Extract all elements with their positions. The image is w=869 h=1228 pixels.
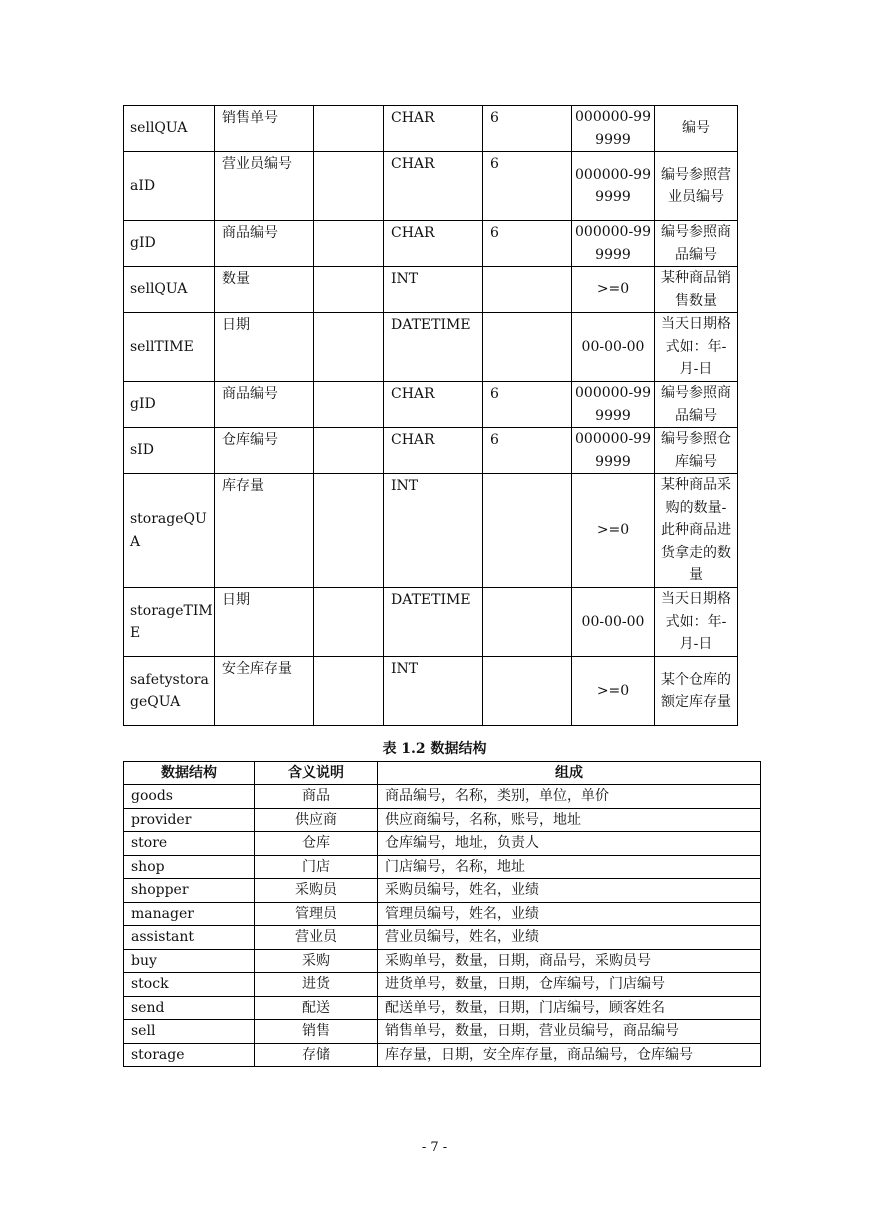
field-note: 编号 bbox=[655, 106, 738, 152]
structure-composition: 仓库编号，地址，负责人 bbox=[378, 832, 761, 856]
table-row bbox=[124, 267, 738, 313]
field-type: CHAR bbox=[384, 152, 483, 221]
structure-meaning: 供应商 bbox=[255, 808, 378, 832]
table-row bbox=[124, 973, 761, 997]
field-definition-body bbox=[124, 106, 738, 726]
field-description: 商品编号 bbox=[215, 221, 314, 267]
field-note: 当天日期格式如：年-月-日 bbox=[655, 313, 738, 382]
header-meaning: 含义说明 bbox=[255, 762, 378, 785]
field-blank bbox=[314, 428, 384, 474]
field-name: safetystorageQUA bbox=[124, 657, 215, 726]
header-row bbox=[124, 762, 761, 785]
structure-name: provider bbox=[124, 808, 255, 832]
table-row bbox=[124, 313, 738, 382]
structure-composition: 销售单号，数量，日期，营业员编号，商品编号 bbox=[378, 1020, 761, 1044]
field-range: 000000-999999 bbox=[572, 106, 655, 152]
field-note: 编号参照商品编号 bbox=[655, 382, 738, 428]
field-type: DATETIME bbox=[384, 588, 483, 657]
structure-name: storage bbox=[124, 1043, 255, 1067]
field-range: 000000-999999 bbox=[572, 382, 655, 428]
structure-meaning: 商品 bbox=[255, 785, 378, 809]
structure-meaning: 配送 bbox=[255, 996, 378, 1020]
field-blank bbox=[314, 382, 384, 428]
field-type: CHAR bbox=[384, 382, 483, 428]
field-type: CHAR bbox=[384, 106, 483, 152]
structure-composition: 门店编号，名称，地址 bbox=[378, 855, 761, 879]
structure-meaning: 进货 bbox=[255, 973, 378, 997]
structure-composition: 配送单号，数量，日期，门店编号，顾客姓名 bbox=[378, 996, 761, 1020]
field-note: 当天日期格式如：年-月-日 bbox=[655, 588, 738, 657]
table-row bbox=[124, 221, 738, 267]
field-description: 日期 bbox=[215, 313, 314, 382]
field-blank bbox=[314, 474, 384, 588]
structure-name: stock bbox=[124, 973, 255, 997]
field-note: 某种商品采购的数量-此种商品进货拿走的数量 bbox=[655, 474, 738, 588]
field-name: storageQUA bbox=[124, 474, 215, 588]
header-structure: 数据结构 bbox=[124, 762, 255, 785]
field-name: sellQUA bbox=[124, 267, 215, 313]
field-range: 000000-999999 bbox=[572, 428, 655, 474]
table-row bbox=[124, 949, 761, 973]
field-length bbox=[483, 313, 572, 382]
field-blank bbox=[314, 267, 384, 313]
field-description: 营业员编号 bbox=[215, 152, 314, 221]
field-description: 库存量 bbox=[215, 474, 314, 588]
structure-meaning: 存储 bbox=[255, 1043, 378, 1067]
field-note: 编号参照仓库编号 bbox=[655, 428, 738, 474]
field-type: INT bbox=[384, 267, 483, 313]
table-row bbox=[124, 1020, 761, 1044]
field-blank bbox=[314, 657, 384, 726]
structure-meaning: 管理员 bbox=[255, 902, 378, 926]
page-number: - 7 - bbox=[421, 1140, 448, 1155]
structure-meaning: 采购员 bbox=[255, 879, 378, 903]
field-length: 6 bbox=[483, 106, 572, 152]
field-blank bbox=[314, 221, 384, 267]
table-row bbox=[124, 1043, 761, 1067]
data-structure-table bbox=[123, 761, 761, 1067]
field-length bbox=[483, 588, 572, 657]
field-description: 仓库编号 bbox=[215, 428, 314, 474]
table-row bbox=[124, 808, 761, 832]
field-length: 6 bbox=[483, 221, 572, 267]
field-name: sID bbox=[124, 428, 215, 474]
structure-meaning: 营业员 bbox=[255, 926, 378, 950]
table-row bbox=[124, 474, 738, 588]
structure-name: shopper bbox=[124, 879, 255, 903]
field-definition-table bbox=[123, 105, 738, 726]
table-row bbox=[124, 657, 738, 726]
table-row bbox=[124, 588, 738, 657]
table-row bbox=[124, 428, 738, 474]
field-name: storageTIME bbox=[124, 588, 215, 657]
structure-composition: 采购员编号，姓名，业绩 bbox=[378, 879, 761, 903]
field-type: INT bbox=[384, 474, 483, 588]
field-range: 000000-999999 bbox=[572, 152, 655, 221]
field-length: 6 bbox=[483, 428, 572, 474]
field-length: 6 bbox=[483, 152, 572, 221]
table-row bbox=[124, 926, 761, 950]
field-type: INT bbox=[384, 657, 483, 726]
table-row bbox=[124, 106, 738, 152]
field-length bbox=[483, 474, 572, 588]
table-row bbox=[124, 996, 761, 1020]
field-blank bbox=[314, 106, 384, 152]
structure-meaning: 门店 bbox=[255, 855, 378, 879]
field-description: 销售单号 bbox=[215, 106, 314, 152]
table-row bbox=[124, 382, 738, 428]
field-name: gID bbox=[124, 382, 215, 428]
field-range: >=0 bbox=[572, 657, 655, 726]
field-name: sellTIME bbox=[124, 313, 215, 382]
field-description: 商品编号 bbox=[215, 382, 314, 428]
header-composition: 组成 bbox=[378, 762, 761, 785]
field-blank bbox=[314, 152, 384, 221]
field-range: 00-00-00 bbox=[572, 588, 655, 657]
field-description: 日期 bbox=[215, 588, 314, 657]
structure-name: sell bbox=[124, 1020, 255, 1044]
structure-name: store bbox=[124, 832, 255, 856]
field-note: 某个仓库的额定库存量 bbox=[655, 657, 738, 726]
field-range: 000000-999999 bbox=[572, 221, 655, 267]
structure-composition: 管理员编号，姓名，业绩 bbox=[378, 902, 761, 926]
field-description: 数量 bbox=[215, 267, 314, 313]
table-row bbox=[124, 152, 738, 221]
field-type: CHAR bbox=[384, 428, 483, 474]
structure-name: shop bbox=[124, 855, 255, 879]
structure-meaning: 仓库 bbox=[255, 832, 378, 856]
field-name: gID bbox=[124, 221, 215, 267]
field-length: 6 bbox=[483, 382, 572, 428]
structure-name: send bbox=[124, 996, 255, 1020]
table-row bbox=[124, 855, 761, 879]
structure-meaning: 销售 bbox=[255, 1020, 378, 1044]
field-name: aID bbox=[124, 152, 215, 221]
field-note: 某种商品销售数量 bbox=[655, 267, 738, 313]
structure-composition: 供应商编号，名称，账号，地址 bbox=[378, 808, 761, 832]
structure-name: manager bbox=[124, 902, 255, 926]
table-row bbox=[124, 832, 761, 856]
table-caption: 表 1.2 数据结构 bbox=[382, 741, 487, 757]
field-name: sellQUA bbox=[124, 106, 215, 152]
table-row bbox=[124, 902, 761, 926]
table-row bbox=[124, 879, 761, 903]
structure-composition: 营业员编号，姓名，业绩 bbox=[378, 926, 761, 950]
field-range: >=0 bbox=[572, 474, 655, 588]
structure-composition: 商品编号，名称，类别，单位，单价 bbox=[378, 785, 761, 809]
data-structure-body bbox=[124, 785, 761, 1067]
field-note: 编号参照商品编号 bbox=[655, 221, 738, 267]
field-note: 编号参照营业员编号 bbox=[655, 152, 738, 221]
structure-composition: 进货单号，数量，日期，仓库编号，门店编号 bbox=[378, 973, 761, 997]
field-type: CHAR bbox=[384, 221, 483, 267]
field-blank bbox=[314, 313, 384, 382]
field-blank bbox=[314, 588, 384, 657]
structure-meaning: 采购 bbox=[255, 949, 378, 973]
table-row bbox=[124, 785, 761, 809]
structure-name: assistant bbox=[124, 926, 255, 950]
structure-composition: 库存量，日期，安全库存量，商品编号，仓库编号 bbox=[378, 1043, 761, 1067]
field-range: >=0 bbox=[572, 267, 655, 313]
field-description: 安全库存量 bbox=[215, 657, 314, 726]
field-length bbox=[483, 267, 572, 313]
structure-name: buy bbox=[124, 949, 255, 973]
structure-composition: 采购单号，数量，日期，商品号，采购员号 bbox=[378, 949, 761, 973]
field-length bbox=[483, 657, 572, 726]
field-range: 00-00-00 bbox=[572, 313, 655, 382]
structure-name: goods bbox=[124, 785, 255, 809]
field-type: DATETIME bbox=[384, 313, 483, 382]
